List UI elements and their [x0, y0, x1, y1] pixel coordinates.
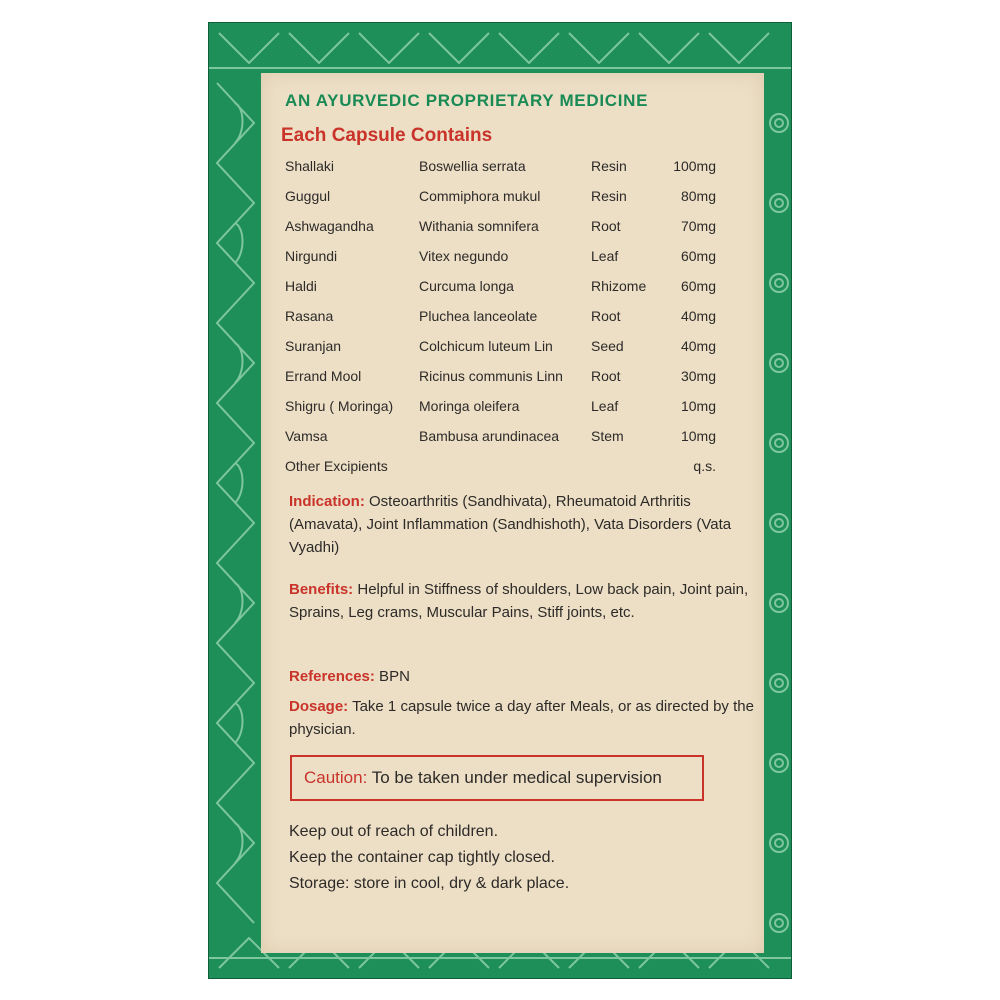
label-border [208, 22, 792, 979]
table-row [209, 218, 791, 248]
dose: 10mg [680, 428, 716, 444]
dosage-text: Take 1 capsule twice a day after Meals, or as directed by the physician. [289, 698, 754, 738]
botanical-name: Pluchea lanceolate [419, 308, 538, 324]
plant-part: Stem [591, 428, 624, 444]
ingredient-name: Rasana [285, 308, 334, 324]
table-row [209, 458, 791, 488]
ingredient-name: Vamsa [285, 428, 328, 444]
dose: 60mg [680, 248, 716, 264]
ingredient-name: Shallaki [285, 158, 335, 174]
dose: 40mg [680, 308, 716, 324]
plant-part: Root [591, 368, 621, 384]
table-row [209, 308, 791, 338]
table-row [209, 278, 791, 308]
plant-part: Seed [591, 338, 624, 354]
dose: 30mg [680, 368, 716, 384]
botanical-name: Moringa oleifera [419, 398, 520, 414]
plant-part: Resin [591, 188, 627, 204]
botanical-name: Withania somnifera [419, 218, 539, 234]
table-row [209, 398, 791, 428]
botanical-name: Colchicum luteum Lin [419, 338, 553, 354]
dosage-section [289, 695, 759, 741]
plant-part: Rhizome [591, 278, 647, 294]
ingredient-name: Haldi [285, 278, 317, 294]
table-row [209, 338, 791, 368]
ingredient-name: Other Excipients [285, 458, 388, 474]
caution-label: Caution: [304, 768, 368, 787]
ingredient-name: Nirgundi [285, 248, 338, 264]
storage-line: Keep out of reach of children. [289, 823, 499, 840]
botanical-name: Commiphora mukul [419, 188, 541, 204]
dose: 60mg [680, 278, 716, 294]
botanical-name: Vitex negundo [419, 248, 509, 264]
dose: 40mg [680, 338, 716, 354]
plant-part: Root [591, 308, 621, 324]
indication-section [289, 490, 759, 559]
botanical-name: Bambusa arundinacea [419, 428, 560, 444]
plant-part: Root [591, 218, 621, 234]
botanical-name: Curcuma longa [419, 278, 514, 294]
caution-box [290, 755, 704, 801]
dose: 10mg [680, 398, 716, 414]
references-text: BPN [374, 668, 410, 685]
table-row [209, 158, 791, 188]
caution-text: To be taken under medical supervision [367, 768, 662, 787]
indication-label: Indication: [289, 493, 365, 510]
table-row [209, 428, 791, 458]
dose: 80mg [680, 188, 716, 204]
benefits-section [289, 578, 759, 624]
composition-heading: Each Capsule Contains [281, 125, 493, 146]
storage-line: Storage: store in cool, dry & dark place. [289, 875, 570, 892]
plant-part: Resin [591, 158, 627, 174]
botanical-name: Boswellia serrata [419, 158, 526, 174]
dose: 70mg [680, 218, 716, 234]
dose: q.s. [693, 458, 716, 474]
plant-part: Leaf [591, 398, 619, 414]
table-row [209, 188, 791, 218]
references-section [289, 665, 759, 688]
references-label: References: [289, 668, 375, 685]
benefits-label: Benefits: [289, 581, 354, 598]
table-row [209, 248, 791, 278]
ingredient-name: Shigru ( Moringa) [285, 398, 394, 414]
ingredient-name: Guggul [285, 188, 331, 204]
label-title: AN AYURVEDIC PROPRIETARY MEDICINE [285, 91, 649, 110]
benefits-text: Helpful in Stiffness of shoulders, Low back pain, Joint pain, Sprains, Leg crams, Muscular Pains, Stiff joints, etc. [289, 581, 749, 621]
plant-part: Leaf [591, 248, 619, 264]
botanical-name: Ricinus communis Linn [419, 368, 563, 384]
storage-line: Keep the container cap tightly closed. [289, 849, 555, 866]
ingredient-name: Suranjan [285, 338, 342, 354]
ingredient-name: Errand Mool [285, 368, 362, 384]
dosage-label: Dosage: [289, 698, 349, 715]
ingredient-name: Ashwagandha [285, 218, 374, 234]
table-row [209, 368, 791, 398]
dose: 100mg [673, 158, 716, 174]
indication-text: Osteoarthritis (Sandhivata), Rheumatoid Arthritis (Amavata), Joint Inflammation (Sandhishoth), Vata Disorders (Vata Vyadhi) [289, 493, 732, 556]
